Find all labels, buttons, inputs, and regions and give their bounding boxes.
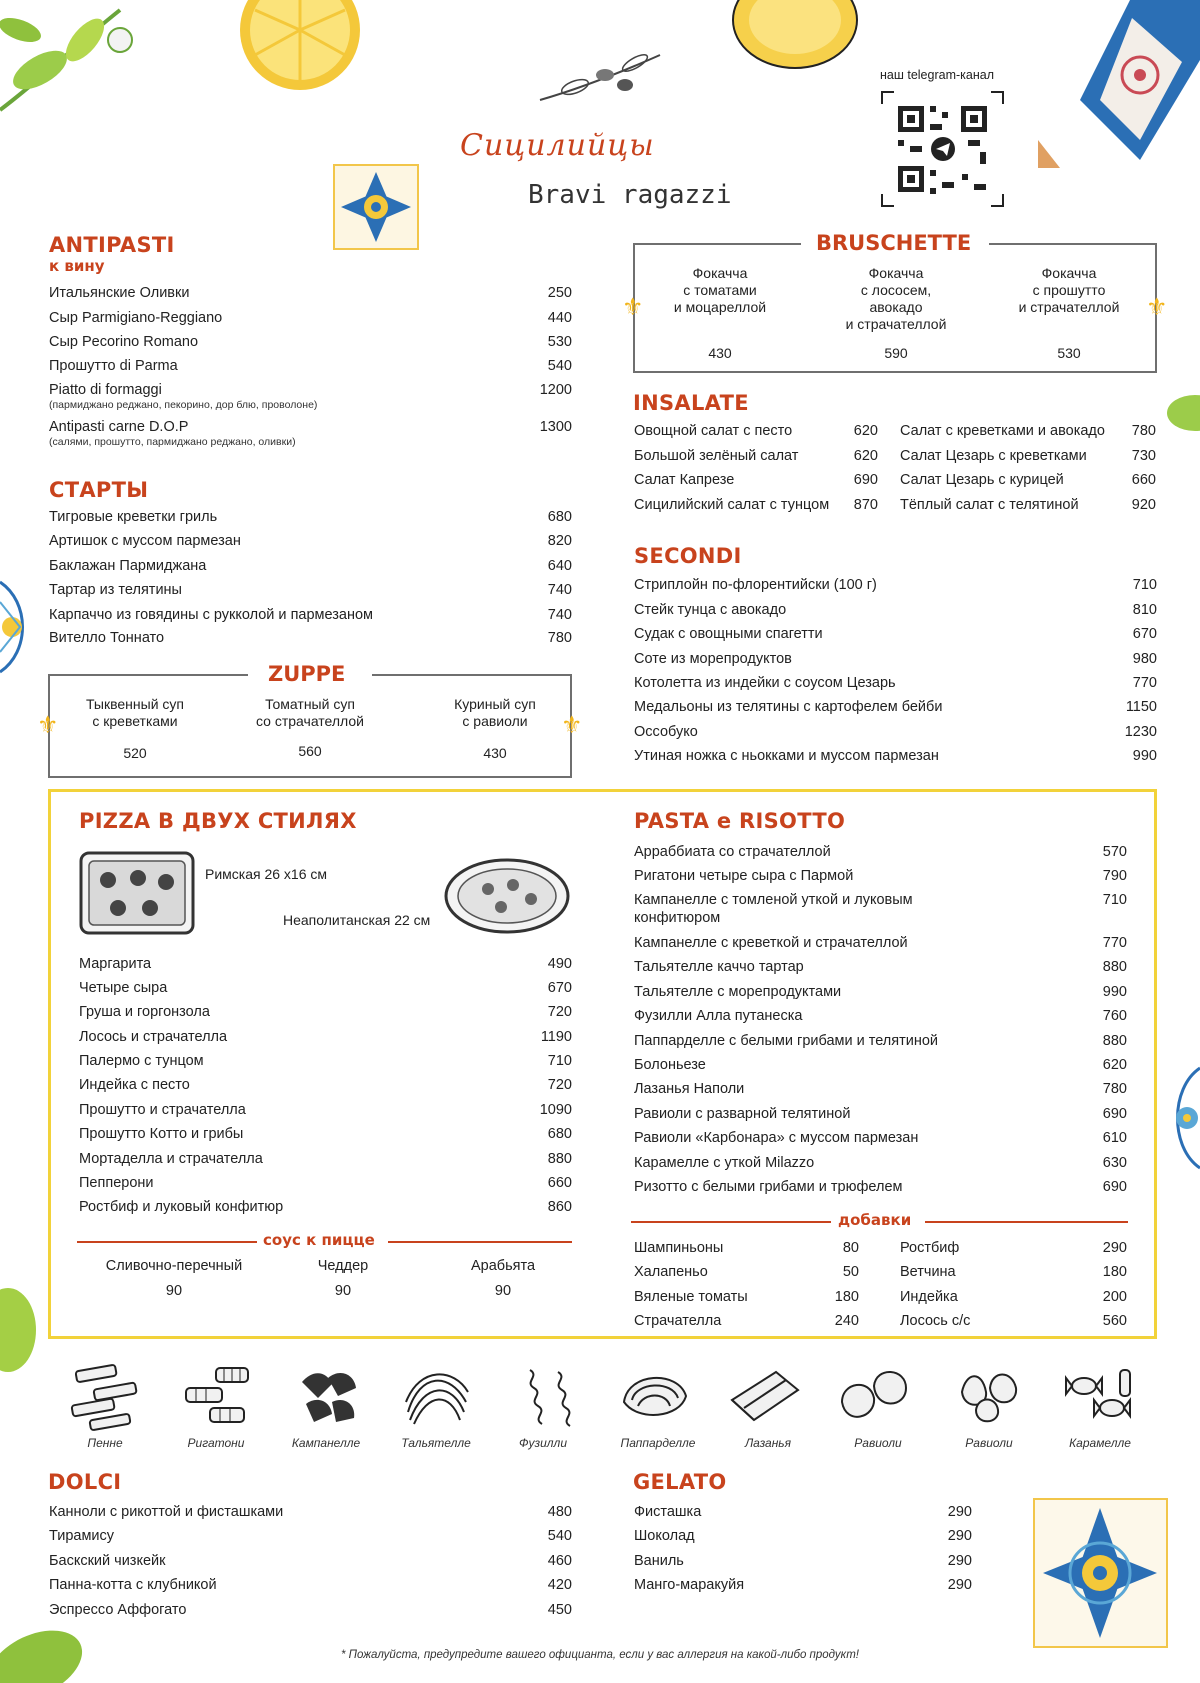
olive-branch-icon [535,45,665,115]
brand-subtitle: Bravi ragazzi [528,180,732,210]
starters-title: СТАРТЫ [49,478,149,502]
list-item: Вяленые томаты 180 [634,1289,859,1305]
list-item: Лосось и страчателла 1190 [79,1029,572,1045]
sauce-title: соус к пицце [263,1231,375,1249]
list-item: Тыквенный суп с креветками 520 [85,696,184,761]
list-item: Арабьята 90 [470,1258,536,1299]
leaf-branch-icon [0,0,150,130]
list-item: Пепперони 660 [79,1175,572,1191]
list-item: Палермо с тунцом 710 [79,1053,572,1069]
list-item: Манго-маракуйя 290 [634,1577,972,1593]
tagliatelle-icon [400,1362,474,1432]
roman-pizza-icon [78,850,196,936]
pasta-shape-label: Ригатони [187,1436,245,1450]
pasta-shape-label: Лазанья [744,1436,792,1450]
list-item: Куриный суп с равиоли 430 [454,696,536,761]
neapolitan-pizza-label: Неаполитанская 22 см [283,912,431,928]
list-item: Равиоли с разварной телятиной 690 [634,1106,1127,1122]
list-item: Груша и горгонзола 720 [79,1004,572,1020]
zuppe-title: ZUPPE [258,662,355,686]
list-item: Тартар из телятины 740 [49,582,572,598]
allergy-note: * Пожалуйста, предупредите вашего официанта, если у вас аллергия на какой-либо продукт! [341,1649,859,1661]
telegram-label: наш telegram-канал [880,68,994,82]
list-item: Сицилийский салат с тунцом 870 [634,497,878,513]
list-item: Равиоли «Карбонара» с муссом пармезан 610 [634,1130,1127,1146]
campanelle-icon [292,1362,366,1432]
list-item: Четыре сыра 670 [79,980,572,996]
fusilli-icon [510,1362,584,1432]
list-item: Баклажан Пармиджана 640 [49,558,572,574]
list-item: Медальоны из телятины с картофелем бейби 1150 [634,699,1157,715]
dolci-title: DOLCI [48,1470,122,1494]
list-item: Прошутто di Parma 540 [49,358,572,374]
list-item: Чеддер 90 [317,1258,369,1299]
list-item: Панна-котта с клубникой 420 [49,1577,572,1593]
list-item: Салат с креветками и авокадо 780 [900,423,1156,439]
fleur-de-lis-icon: ⚜ [1146,294,1168,321]
list-item: Стриплойн по-флорентийски (100 г) 710 [634,577,1157,593]
secondi-title: SECONDI [634,544,742,568]
list-item: Прошутто Котто и грибы 680 [79,1126,572,1142]
roman-pizza-label: Римская 26 х16 см [205,866,328,882]
list-item: Шампиньоны 80 [634,1240,859,1256]
pasta-shape-label: Паппарделле [620,1436,696,1450]
list-item: Шоколад 290 [634,1528,972,1544]
sauce-divider [77,1231,572,1251]
list-item: Судак с овощными спагетти 670 [634,626,1157,642]
brand-script-name: Сицилийцы [460,128,655,163]
list-item: Тирамису 540 [49,1528,572,1544]
ravioli-icon [836,1362,910,1432]
tile-motif-icon [333,164,419,250]
list-item: Лазанья Наполи 780 [634,1081,1127,1097]
pasta-shape-label: Карамелле [1069,1436,1131,1450]
pasta-shape-label: Тальятелле [401,1436,471,1450]
list-item: Кампанелле с томленой уткой и луковым конфитюром 710 [634,892,1127,926]
tile-side-right-icon [1155,1058,1200,1178]
list-item: Болоньезе 620 [634,1057,1127,1073]
list-item: Тёплый салат с телятиной 920 [900,497,1156,513]
pappardelle-icon [618,1362,692,1432]
list-item: Большой зелёный салат 620 [634,448,878,464]
bruschette-box [633,231,1157,373]
lasagna-icon [728,1362,802,1432]
list-item: Piatto di formaggi (пармиджано реджано, пекорино, дор блю, проволоне) 1200 [49,382,572,411]
pasta-shape-label: Пенне [87,1436,123,1450]
list-item: Карпаччо из говядины с рукколой и пармезаном 740 [49,607,572,623]
list-item: Карамелле с уткой Milazzo 630 [634,1155,1127,1171]
list-item: Канноли с рикоттой и фисташками 480 [49,1504,572,1520]
list-item: Ростбиф и луковый конфитюр 860 [79,1199,572,1215]
list-item: Котолетта из индейки с соусом Цезарь 770 [634,675,1157,691]
penne-icon [68,1362,142,1432]
list-item: Индейка с песто 720 [79,1077,572,1093]
fleur-de-lis-icon: ⚜ [622,294,644,321]
list-item: Арраббиата со страчателлой 570 [634,844,1127,860]
list-item: Маргарита 490 [79,956,572,972]
extras-title: добавки [838,1211,912,1229]
tile-side-left-icon [0,572,42,682]
pasta-shape-label: Кампанелле [291,1436,361,1450]
list-item: Оссобуко 1230 [634,724,1157,740]
list-item: Паппарделле с белыми грибами и телятиной 880 [634,1033,1127,1049]
pizza-title: PIZZA В ДВУХ СТИЛЯХ [79,809,357,833]
list-item: Ваниль 290 [634,1553,972,1569]
antipasti-title: ANTIPASTI [49,233,175,257]
list-item: Итальянские Оливки 250 [49,285,572,301]
list-item: Ризотто с белыми грибами и трюфелем 690 [634,1179,1127,1195]
list-item: Тигровые креветки гриль 680 [49,509,572,525]
ravioli-bundle-icon [952,1362,1026,1432]
bruschette-title: BRUSCHETTE [806,231,981,255]
leaf-bottom-left-icon [0,1610,85,1683]
list-item: Эспрессо Аффогато 450 [49,1602,572,1618]
pasta-shape-label: Фузилли [519,1436,567,1450]
fleur-de-lis-icon: ⚜ [37,712,59,739]
list-item: Индейка 200 [900,1289,1127,1305]
list-item: Салат Цезарь с креветками 730 [900,448,1156,464]
list-item: Страчателла 240 [634,1313,859,1329]
lemon-slice-icon [235,0,365,100]
list-item: Сливочно-перечный 90 [105,1258,243,1299]
list-item: Баскский чизкейк 460 [49,1553,572,1569]
list-item: Прошутто и страчателла 1090 [79,1102,572,1118]
list-item: Ростбиф 290 [900,1240,1127,1256]
list-item: Тальятелле каччо тартар 880 [634,959,1127,975]
pasta-title: PASTA e RISOTTO [634,809,846,833]
list-item: Вителло Тоннато 780 [49,630,572,646]
list-item: Стейк тунца с авокадо 810 [634,602,1157,618]
list-item: Кампанелле с креветкой и страчателлой 770 [634,935,1127,951]
rigatoni-icon [180,1362,254,1432]
pasta-shape-label: Равиоли [854,1436,902,1450]
list-item: Фокачча с лососем, авокадо и страчателлой 590 [845,265,947,361]
zuppe-box [48,662,572,778]
fleur-de-lis-icon: ⚜ [561,712,583,739]
list-item: Фокачча с томатами и моцареллой 430 [673,265,767,361]
list-item: Овощной салат с песто 620 [634,423,878,439]
triangle-deco-icon [1038,140,1060,168]
insalate-title: INSALATE [633,391,749,415]
gelato-title: GELATO [633,1470,727,1494]
leaf-right-icon [1165,388,1200,438]
list-item: Томатный суп со страчателлой 560 [256,696,364,759]
list-item: Фокачча с прошутто и страчателлой 530 [1018,265,1120,361]
tile-corner-icon [1040,0,1200,165]
leaf-left-icon [0,1285,40,1380]
tile-bottom-right-icon [1033,1498,1168,1648]
list-item: Сыр Parmigiano-Reggiano 440 [49,310,572,326]
list-item: Соте из морепродуктов 980 [634,651,1157,667]
qr-code-icon[interactable] [880,90,1005,208]
list-item: Халапеньо 50 [634,1264,859,1280]
neapolitan-pizza-icon [443,857,571,935]
list-item: Артишок с муссом пармезан 820 [49,533,572,549]
antipasti-subtitle: к вину [49,257,105,275]
list-item: Фузилли Алла путанеска 760 [634,1008,1127,1024]
list-item: Утиная ножка с ньокками и муссом пармезан 990 [634,748,1157,764]
extras-divider [631,1211,1128,1231]
pasta-shape-label: Равиоли [965,1436,1013,1450]
list-item: Салат Цезарь с курицей 660 [900,472,1156,488]
list-item: Фисташка 290 [634,1504,972,1520]
list-item: Лосось с/с 560 [900,1313,1127,1329]
list-item: Мортаделла и страчателла 880 [79,1151,572,1167]
caramelle-icon [1062,1362,1136,1432]
list-item: Antipasti carne D.O.P (салями, прошутто, пармиджано реджано, оливки) 1300 [49,419,572,448]
list-item: Салат Капрезе 690 [634,472,878,488]
list-item: Тальятелле с морепродуктами 990 [634,984,1127,1000]
lemon-icon [730,0,860,75]
list-item: Ветчина 180 [900,1264,1127,1280]
list-item: Ригатони четыре сыра с Пармой 790 [634,868,1127,884]
list-item: Сыр Pecorino Romano 530 [49,334,572,350]
